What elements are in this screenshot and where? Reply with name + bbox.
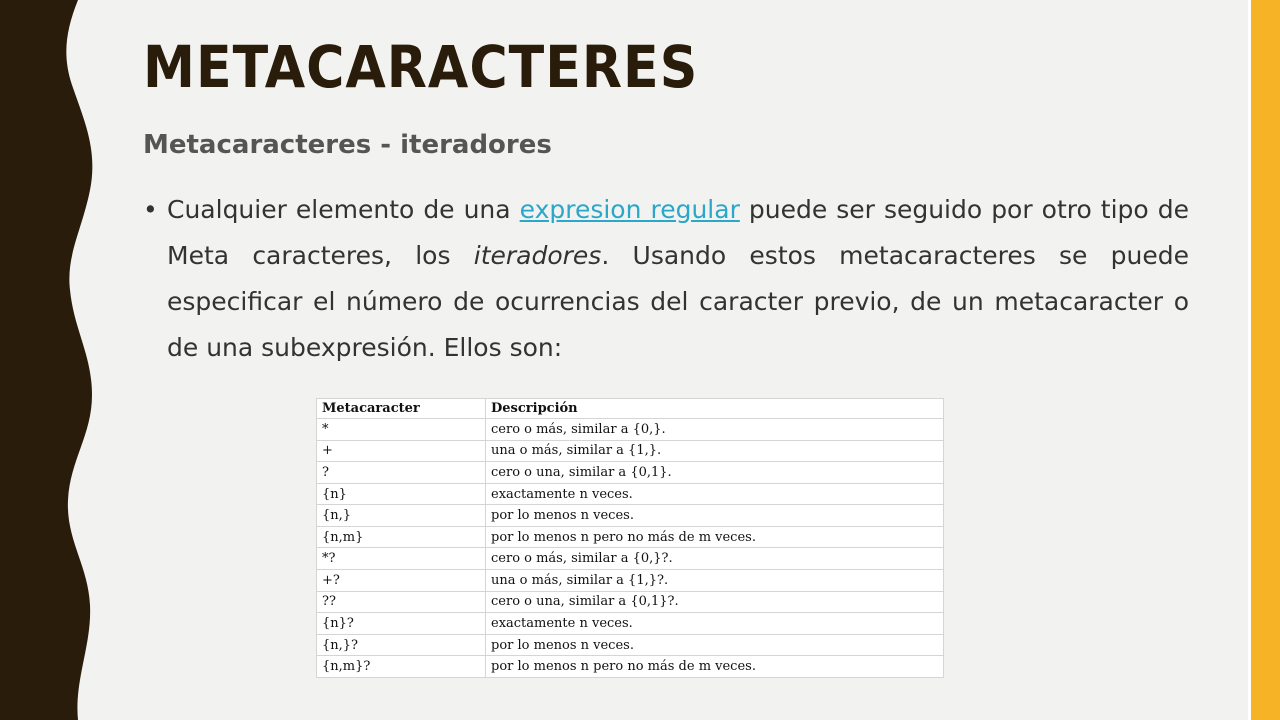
table-row	[317, 656, 944, 678]
table-row	[317, 548, 944, 570]
table-row	[317, 634, 944, 656]
descripcion-cell: por lo menos n pero no más de m veces.	[486, 656, 944, 678]
table-row	[317, 462, 944, 484]
descripcion-cell: por lo menos n veces.	[486, 505, 944, 527]
bullet-point: •	[143, 195, 158, 224]
table-header-row	[317, 399, 944, 419]
metacaracter-cell: ?	[317, 462, 486, 484]
paragraph-text-3: . Usando estos metacaracteres se puede especificar el número de ocurrencias del caracter previo, de un metacaracter o de una subexpresión. Ellos son:	[167, 241, 1189, 362]
descripcion-cell: una o más, similar a {1,}?.	[486, 570, 944, 592]
table-row	[317, 613, 944, 635]
slide-title: METACARACTERES	[143, 33, 699, 101]
metacaracter-cell: +?	[317, 570, 486, 592]
descripcion-cell: cero o una, similar a {0,1}.	[486, 462, 944, 484]
metacaracter-cell: {n}?	[317, 613, 486, 635]
table-row	[317, 505, 944, 527]
table-row	[317, 591, 944, 613]
table-row	[317, 526, 944, 548]
table-row	[317, 483, 944, 505]
paragraph-text-2: puede ser seguido por otro tipo de Meta caracteres, los	[167, 195, 1189, 270]
slide-subtitle: Metacaracteres - iteradores	[143, 130, 552, 160]
accent-bar	[1251, 0, 1280, 720]
metacharacter-table	[316, 398, 944, 678]
body-paragraph	[167, 187, 1189, 371]
paragraph-italic-iteradores: iteradores	[473, 241, 602, 270]
metacaracter-cell: ??	[317, 591, 486, 613]
descripcion-cell: por lo menos n pero no más de m veces.	[486, 526, 944, 548]
metacaracter-cell: *	[317, 419, 486, 441]
column-header-descripcion: Descripción	[486, 399, 944, 419]
table-row	[317, 440, 944, 462]
metacaracter-cell: {n,}	[317, 505, 486, 527]
descripcion-cell: cero o una, similar a {0,1}?.	[486, 591, 944, 613]
table-row	[317, 570, 944, 592]
metacaracter-cell: {n,m}?	[317, 656, 486, 678]
metacaracter-cell: {n,m}	[317, 526, 486, 548]
paragraph-text-1: Cualquier elemento de una	[167, 195, 520, 224]
descripcion-cell: exactamente n veces.	[486, 613, 944, 635]
table-row	[317, 419, 944, 441]
metacaracter-cell: *?	[317, 548, 486, 570]
expresion-regular-link[interactable]: expresion regular	[519, 195, 740, 224]
metacaracter-cell: +	[317, 440, 486, 462]
decorative-wave-border	[0, 0, 110, 720]
metacaracter-cell: {n,}?	[317, 634, 486, 656]
metacaracter-cell: {n}	[317, 483, 486, 505]
descripcion-cell: cero o más, similar a {0,}.	[486, 419, 944, 441]
descripcion-cell: cero o más, similar a {0,}?.	[486, 548, 944, 570]
descripcion-cell: una o más, similar a {1,}.	[486, 440, 944, 462]
column-header-metacaracter: Metacaracter	[317, 399, 486, 419]
descripcion-cell: exactamente n veces.	[486, 483, 944, 505]
descripcion-cell: por lo menos n veces.	[486, 634, 944, 656]
